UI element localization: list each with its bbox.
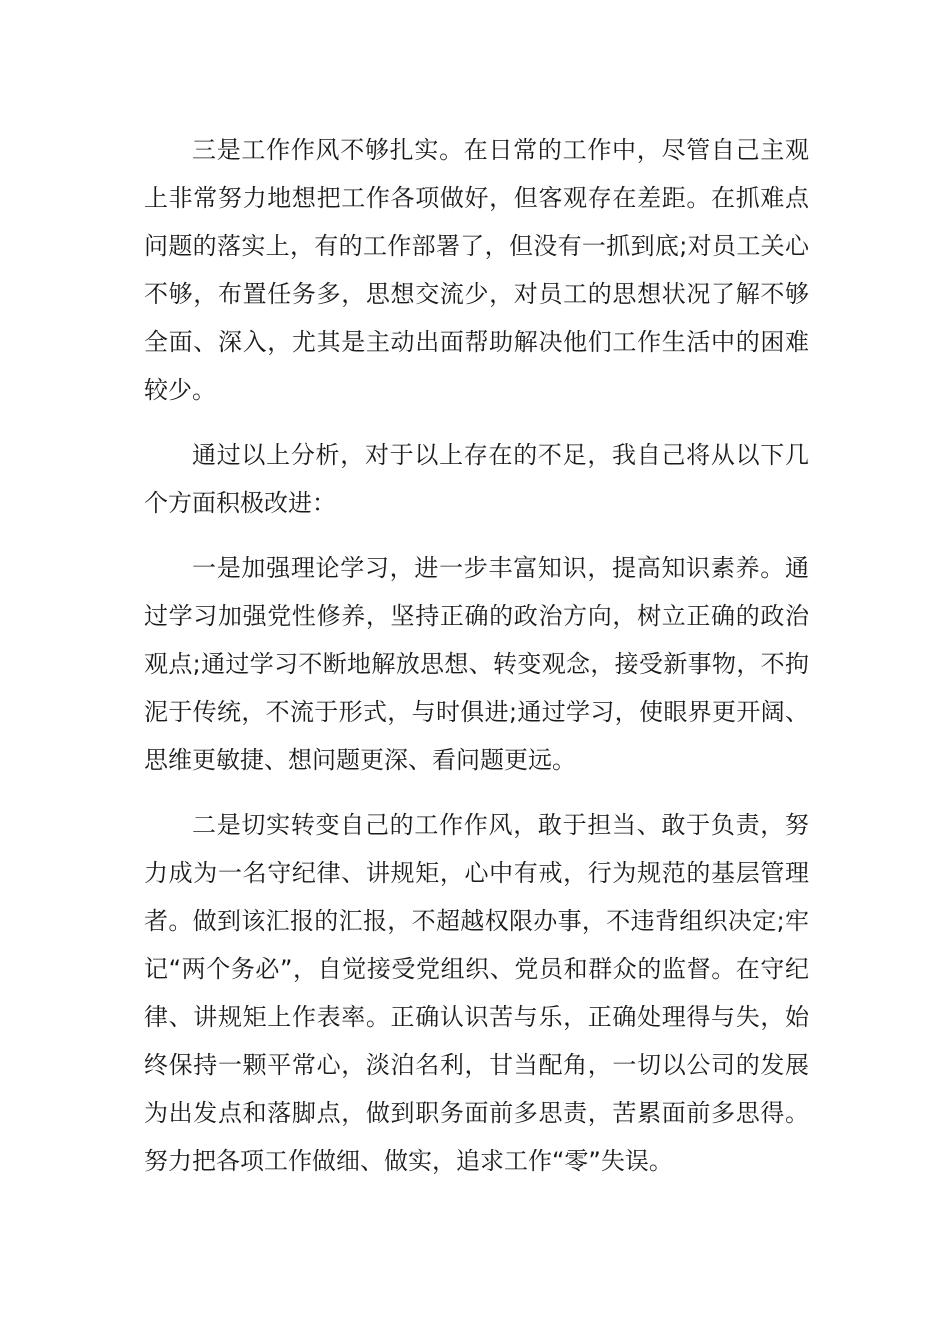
document-body <box>144 126 809 1202</box>
paragraph-work-style-change: 二是切实转变自己的工作作风，敢于担当、敢于负责，努力成为一名守纪律、讲规矩，心中有戒，行为规范的基层管理者。做到该汇报的汇报，不超越权限办事，不违背组织决定;牢记“两个务必”，自觉接受党组织、党员和群众的监督。在守纪律、讲规矩上作表率。正确认识苦与乐，正确处理得与失，始终保持一颗平常心，淡泊名利，甘当配角，一切以公司的发展为出发点和落脚点，做到职务面前多思责，苦累面前多思得。努力把各项工作做细、做实，追求工作“零”失误。 <box>144 811 809 1175</box>
paragraph-work-style: 三是工作作风不够扎实。在日常的工作中，尽管自己主观上非常努力地想把工作各项做好，但客观存在差距。在抓难点问题的落实上，有的工作部署了，但没有一抓到底;对员工关心不够，布置任务多，思想交流少，对员工的思想状况了解不够全面、深入，尤其是主动出面帮助解决他们工作生活中的困难较少。 <box>144 136 809 404</box>
paragraph-analysis-intro: 通过以上分析，对于以上存在的不足，我自己将从以下几个方面积极改进： <box>144 441 809 517</box>
paragraph-theory-study: 一是加强理论学习，进一步丰富知识，提高知识素养。通过学习加强党性修养，坚持正确的政治方向，树立正确的政治观点;通过学习不断地解放思想、转变观念，接受新事物，不拘泥于传统，不流于形式，与时俱进;通过学习，使眼界更开阔、思维更敏捷、想问题更深、看问题更远。 <box>144 554 809 774</box>
